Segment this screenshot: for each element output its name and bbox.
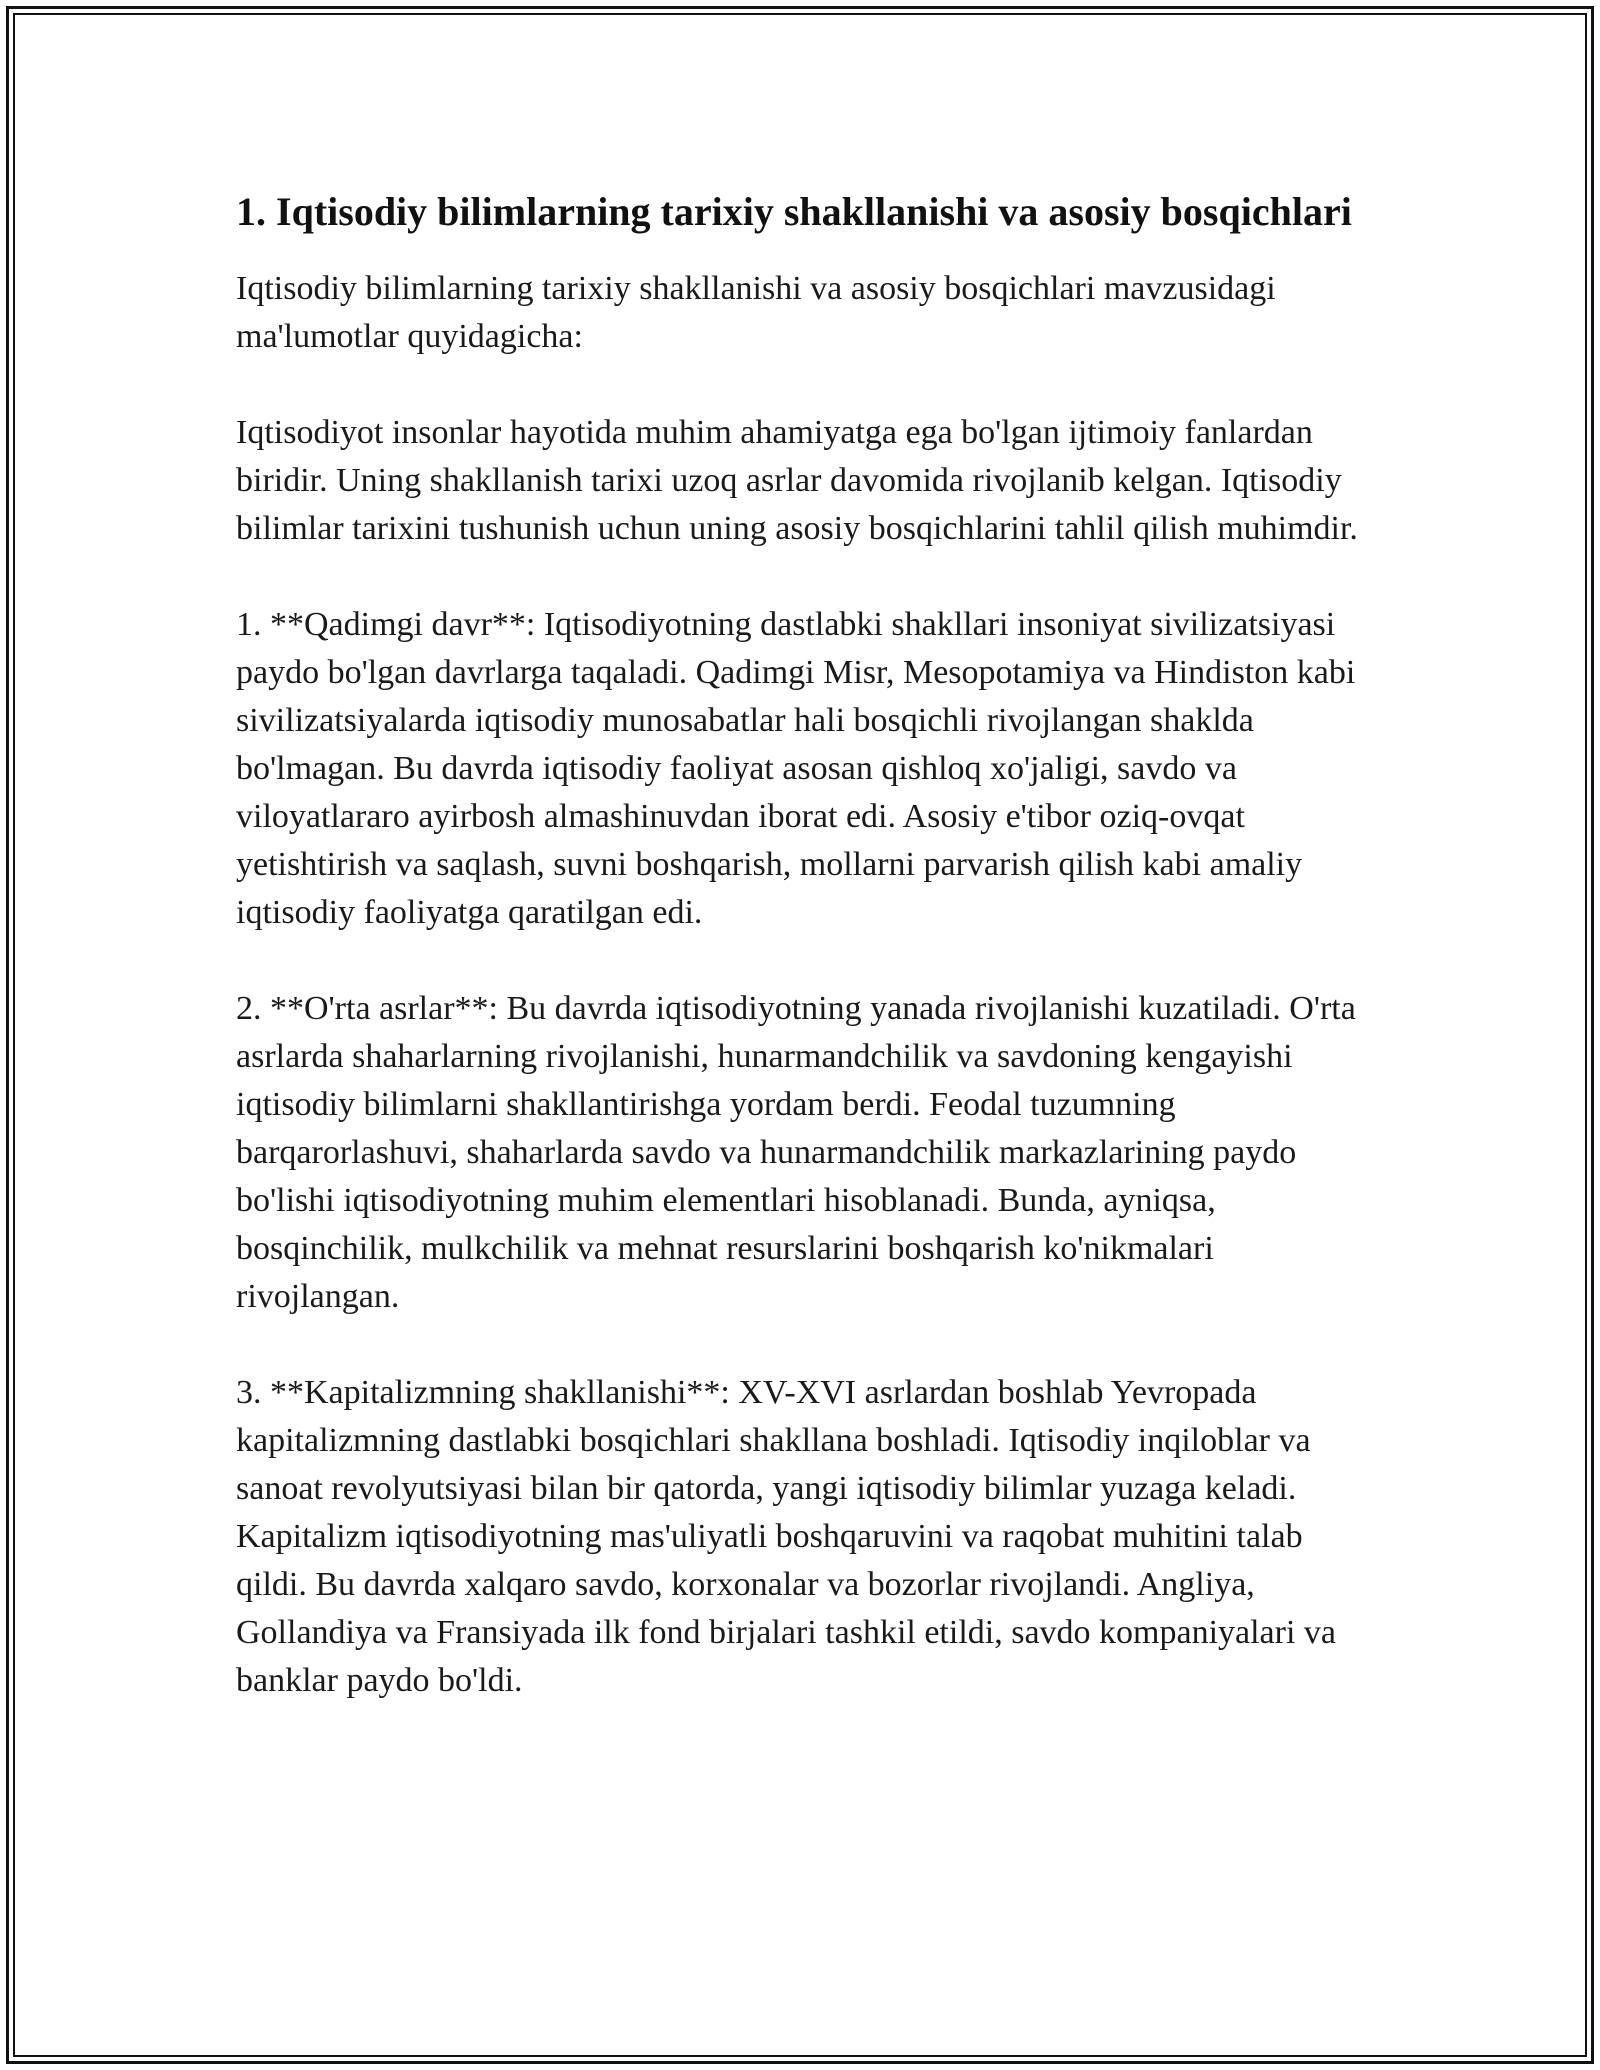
middle-ages-paragraph: 2. **O'rta asrlar**: Bu davrda iqtisodiyotning yanada rivojlanishi kuzatiladi. O'rta asrlarda shaharlarning rivojlanishi, hunarmandchilik va savdoning kengayishi iqtisodiy bilimlarni shakllantirishga yordam berdi. Feodal tuzumning barqarorlashuvi, shaharlarda savdo va hunarmandchilik markazlarining paydo bo'lishi iqtisodiyotning muhim elementlari hisoblanadi. Bunda, ayniqsa, bosqinchilik, mulkchilik va mehnat resurslarini boshqarish ko'nikmalari rivojlangan. <box>236 990 1356 1315</box>
document-body <box>236 185 1376 1705</box>
overview-paragraph: Iqtisodiyot insonlar hayotida muhim ahamiyatga ega bo'lgan ijtimoiy fanlardan biridir. Uning shakllanish tarixi uzoq asrlar davomida rivojlanib kelgan. Iqtisodiy bilimlar tarixini tushunish uchun uning asosiy bosqichlarini tahlil qilish muhimdir. <box>236 414 1358 547</box>
capitalism-paragraph: 3. **Kapitalizmning shakllanishi**: XV-XVI asrlardan boshlab Yevropada kapitalizmning dastlabki bosqichlari shakllana boshladi. Iqtisodiy inqiloblar va sanoat revolyutsiyasi bilan bir qatorda, yangi iqtisodiy bilimlar yuzaga keladi. Kapitalizm iqtisodiyotning mas'uliyatli boshqaruvini va raqobat muhitini talab qildi. Bu davrda xalqaro savdo, korxonalar va bozorlar rivojlandi. Angliya, Gollandiya va Fransiyada ilk fond birjalari tashkil etildi, savdo kompaniyalari va banklar paydo bo'ldi. <box>236 1374 1337 1699</box>
ancient-period-paragraph: 1. **Qadimgi davr**: Iqtisodiyotning dastlabki shakllari insoniyat sivilizatsiyasi paydo bo'lgan davrlarga taqaladi. Qadimgi Misr, Mesopotamiya va Hindiston kabi sivilizatsiyalarda iqtisodiy munosabatlar hali bosqichli rivojlangan shaklda bo'lmagan. Bu davrda iqtisodiy faoliyat asosan qishloq xo'jaligi, savdo va viloyatlararo ayirbosh almashinuvdan iborat edi. Asosiy e'tibor oziq-ovqat yetishtirish va saqlash, suvni boshqarish, mollarni parvarish qilish kabi amaliy iqtisodiy faoliyatga qaratilgan edi. <box>236 606 1356 931</box>
intro-paragraph: Iqtisodiy bilimlarning tarixiy shakllanishi va asosiy bosqichlari mavzusidagi ma'lumotlar quyidagicha: <box>236 270 1276 355</box>
document-title: 1. Iqtisodiy bilimlarning tarixiy shakllanishi va asosiy bosqichlari <box>236 189 1352 234</box>
